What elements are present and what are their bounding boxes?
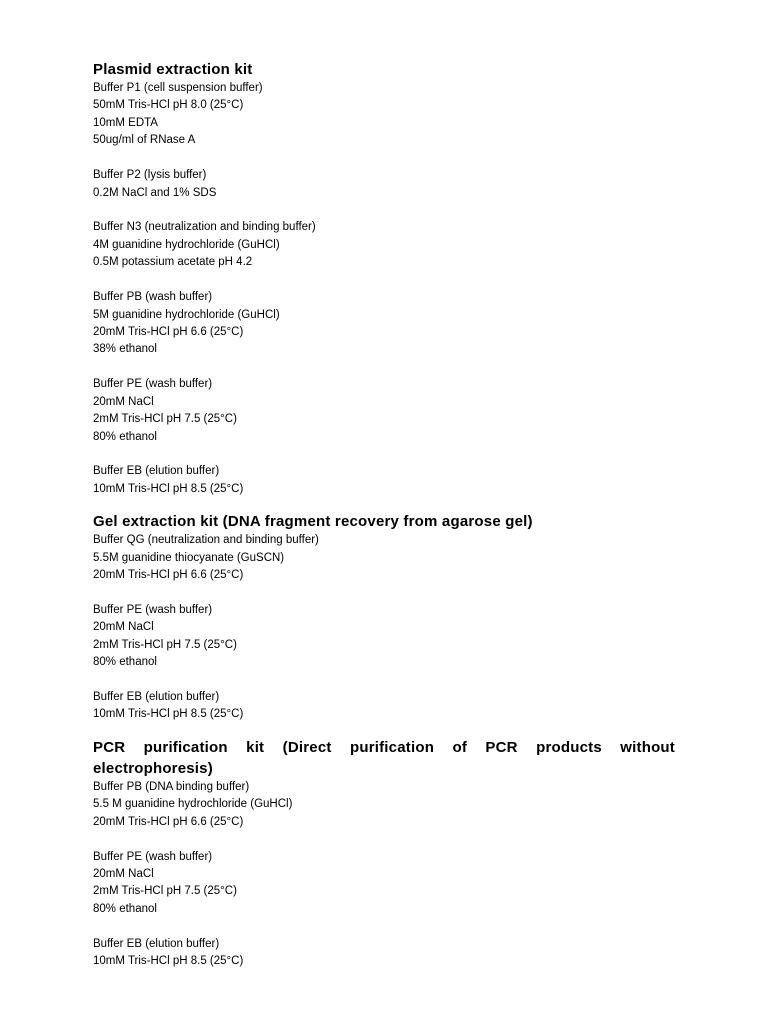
buffer-block [93,849,675,919]
buffer-component: 80% ethanol [93,656,157,669]
section-gel-extraction-kit [93,511,675,724]
buffer-block [93,532,675,584]
buffer-name: Buffer P1 (cell suspension buffer) [93,82,263,94]
section-title: Gel extraction kit (DNA fragment recovery from agarose gel) [93,513,533,531]
buffer-component: 5.5 M guanidine hydrochloride (GuHCl) [93,798,293,811]
buffer-component: 80% ethanol [93,902,157,915]
section-title: PCR purification kit (Direct purification of PCR products without electrophoresis) [93,738,675,777]
buffer-name: Buffer PB (wash buffer) [93,291,213,304]
buffer-name: Buffer PE (wash buffer) [93,850,213,863]
buffer-component: 20mM Tris-HCl pH 6.6 (25°C) [93,569,244,582]
buffer-block [93,463,675,498]
buffer-component: 4M guanidine hydrochloride (GuHCl) [93,238,280,251]
buffer-component: 20mM NaCl [93,621,154,634]
buffer-component: 20mM NaCl [93,868,154,880]
section-title: Plasmid extraction kit [93,61,253,78]
buffer-component: 2mM Tris-HCl pH 7.5 (25°C) [93,885,237,898]
buffer-component: 0.2M NaCl and 1% SDS [93,186,217,199]
buffer-component: 5.5M guanidine thiocyanate (GuSCN) [93,551,285,564]
buffer-component: 20mM NaCl [93,395,154,408]
buffer-component: 50ug/ml of RNase A [93,134,196,147]
buffer-block [93,689,675,724]
buffer-block [93,602,675,672]
buffer-name: Buffer QG (neutralization and binding buffer) [93,534,319,547]
buffer-component: 0.5M potassium acetate pH 4.2 [93,256,253,269]
buffer-component: 5M guanidine hydrochloride (GuHCl) [93,308,280,321]
buffer-name: Buffer EB (elution buffer) [93,465,220,478]
buffer-component: 20mM Tris-HCl pH 6.6 (25°C) [93,815,244,828]
buffer-name: Buffer PB (DNA binding buffer) [93,780,250,793]
section-plasmid-extraction-kit [93,59,675,498]
buffer-component: 80% ethanol [93,430,157,443]
buffer-block [93,936,675,971]
buffer-component: 2mM Tris-HCl pH 7.5 (25°C) [93,638,237,651]
buffer-block [93,167,675,202]
section-pcr-purification-kit [93,737,675,971]
buffer-name: Buffer PE (wash buffer) [93,603,213,616]
buffer-name: Buffer P2 (lysis buffer) [93,169,207,182]
buffer-component: 10mM EDTA [93,116,158,129]
buffer-component: 50mM Tris-HCl pH 8.0 (25°C) [93,99,244,112]
buffer-block [93,779,675,831]
buffer-component: 2mM Tris-HCl pH 7.5 (25°C) [93,413,237,426]
buffer-name: Buffer N3 (neutralization and binding buffer) [93,221,316,234]
buffer-block [93,289,675,359]
buffer-block [93,376,675,446]
buffer-name: Buffer EB (elution buffer) [93,691,220,704]
buffer-component: 10mM Tris-HCl pH 8.5 (25°C) [93,708,244,721]
buffer-block [93,219,675,271]
buffer-block [93,80,675,150]
buffer-component: 20mM Tris-HCl pH 6.6 (25°C) [93,325,244,338]
buffer-name: Buffer EB (elution buffer) [93,937,220,950]
buffer-component: 10mM Tris-HCl pH 8.5 (25°C) [93,482,244,495]
buffer-name: Buffer PE (wash buffer) [93,378,213,391]
buffer-component: 10mM Tris-HCl pH 8.5 (25°C) [93,955,244,968]
buffer-component: 38% ethanol [93,343,157,356]
document-page [93,59,675,984]
